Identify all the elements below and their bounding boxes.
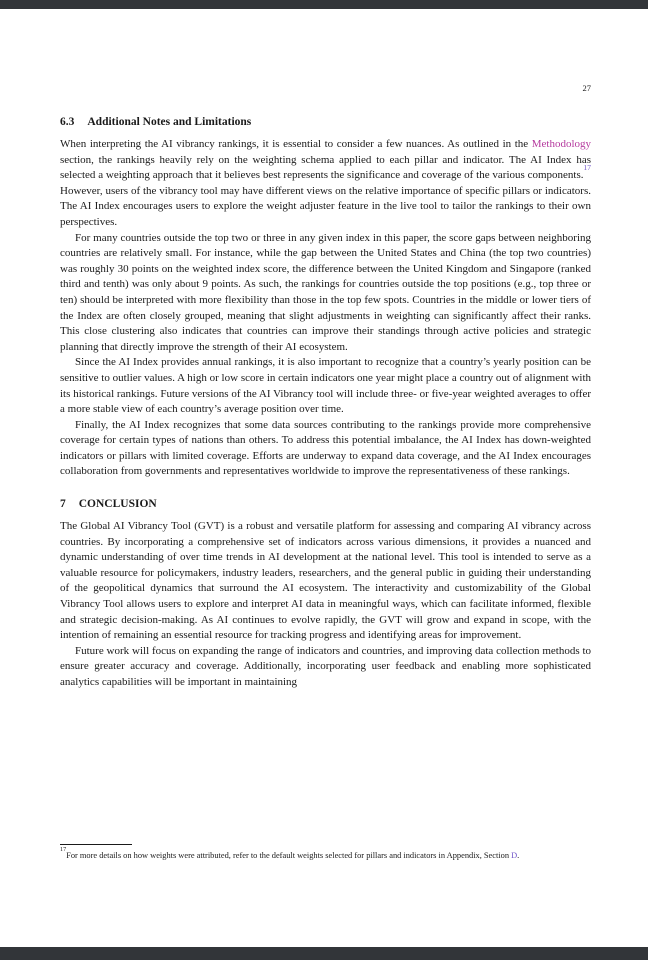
paragraph-conclusion-2: Future work will focus on expanding the range of indicators and countries, and improving data collection methods to ensure greater accuracy and coverage. Additionally, incorporating user feedback and enabling more sophisticated analytics capabilities will be important in maintaining (60, 644, 591, 688)
paragraph-limitations-1 (60, 137, 591, 231)
paragraph-text: section, the rankings heavily rely on the weighting schema applied to each pillar and indicator. The AI Index has selected a weighting approach that it believes best represents the significance and coverage of the various components. (60, 153, 591, 182)
section-title: Additional Notes and Limitations (87, 116, 252, 128)
paragraph-text: However, users of the vibrancy tool may have different views on the relative importance of specific pillars or indicators. The AI Index encourages users to explore the weight adjuster feature in the live tool to tailor the rankings to their own perspectives. (60, 184, 591, 228)
section-number: 6.3 (60, 116, 75, 128)
footnote-marker: 17 (60, 846, 67, 854)
paragraph-limitations-4: Finally, the AI Index recognizes that some data sources contributing to the rankings provide more comprehensive coverage for certain types of nations than others. To address this potential imbalance, the AI Index has down-weighted indicators or pillars with limited coverage. Efforts are underway to expand data coverage, and the AI Index encourages collaboration from governments and representatives worldwide to improve the representativeness of these rankings. (60, 418, 591, 478)
section-heading-7 (60, 497, 591, 511)
paragraph-text: When interpreting the AI vibrancy rankings, it is essential to consider a few nuances. As outlined in the (60, 138, 532, 150)
footnote-rule (60, 844, 132, 845)
section-heading-6-3 (60, 115, 591, 129)
page-content (60, 115, 591, 691)
pdf-page (0, 9, 648, 947)
paragraph-limitations-3: Since the AI Index provides annual rankings, it is also important to recognize that a country’s yearly position can be sensitive to outlier values. A high or low score in certain indicators one year might place a country out of alignment with its historical rankings. Future versions of the AI Vibrancy tool will include three- or five-year weighted averages to offer a more stable view of each country’s average position over time. (60, 356, 591, 416)
footnote-ref-17[interactable]: 17 (583, 163, 591, 173)
footnote-area (60, 844, 591, 862)
section-title: CONCLUSION (78, 498, 157, 511)
methodology-link[interactable]: Methodology (531, 138, 591, 150)
appendix-d-link[interactable]: D (511, 851, 518, 860)
section-number: 7 (60, 498, 66, 511)
footnote-text (60, 846, 591, 862)
footnote-body: . (517, 851, 520, 860)
footnote-body: For more details on how weights were attributed, refer to the default weights selected for pillars and indicators in Appendix, Section (66, 851, 512, 860)
page-number: 27 (582, 83, 591, 93)
paragraph-conclusion-1: The Global AI Vibrancy Tool (GVT) is a robust and versatile platform for assessing and comparing AI vibrancy across countries. By incorporating a comprehensive set of indicators across various dimensions, it provides a nuanced and dynamic understanding of over time trends in AI development at the national level. This tool is intended to serve as a valuable resource for policymakers, industry leaders, researchers, and the general public in guiding their understanding of the geopolitical dynamics that surround the AI ecosystem. The interactivity and customizability of the Global Vibrancy Tool allows users to explore and interpret AI data in meaningful ways, which can facilitate informed, flexible and strategic decision-making. As AI continues to evolve rapidly, the GVT will grow and expand in scope, with the intention of remaining an essential resource for tracking progress and identifying areas for improvement. (60, 520, 591, 642)
paragraph-limitations-2: For many countries outside the top two or three in any given index in this paper, the score gaps between neighboring countries are relatively small. For instance, while the gap between the United States and China (the top two countries) was roughly 30 points on the weighted index score, the difference between the United Kingdom and Singapore (ranked third and tenth) was only about 9 points. As such, the rankings for countries outside the top positions (e.g., top three or ten) should be interpreted with more flexibility than those in the top few spots. Countries in the middle or lower tiers of the Index are often closely grouped, meaning that slight adjustments in weighting can significantly affect their ranks. This close clustering also indicates that countries can improve their standings through active policies and strategic planning that directly improve the strength of their AI ecosystem. (60, 231, 591, 353)
